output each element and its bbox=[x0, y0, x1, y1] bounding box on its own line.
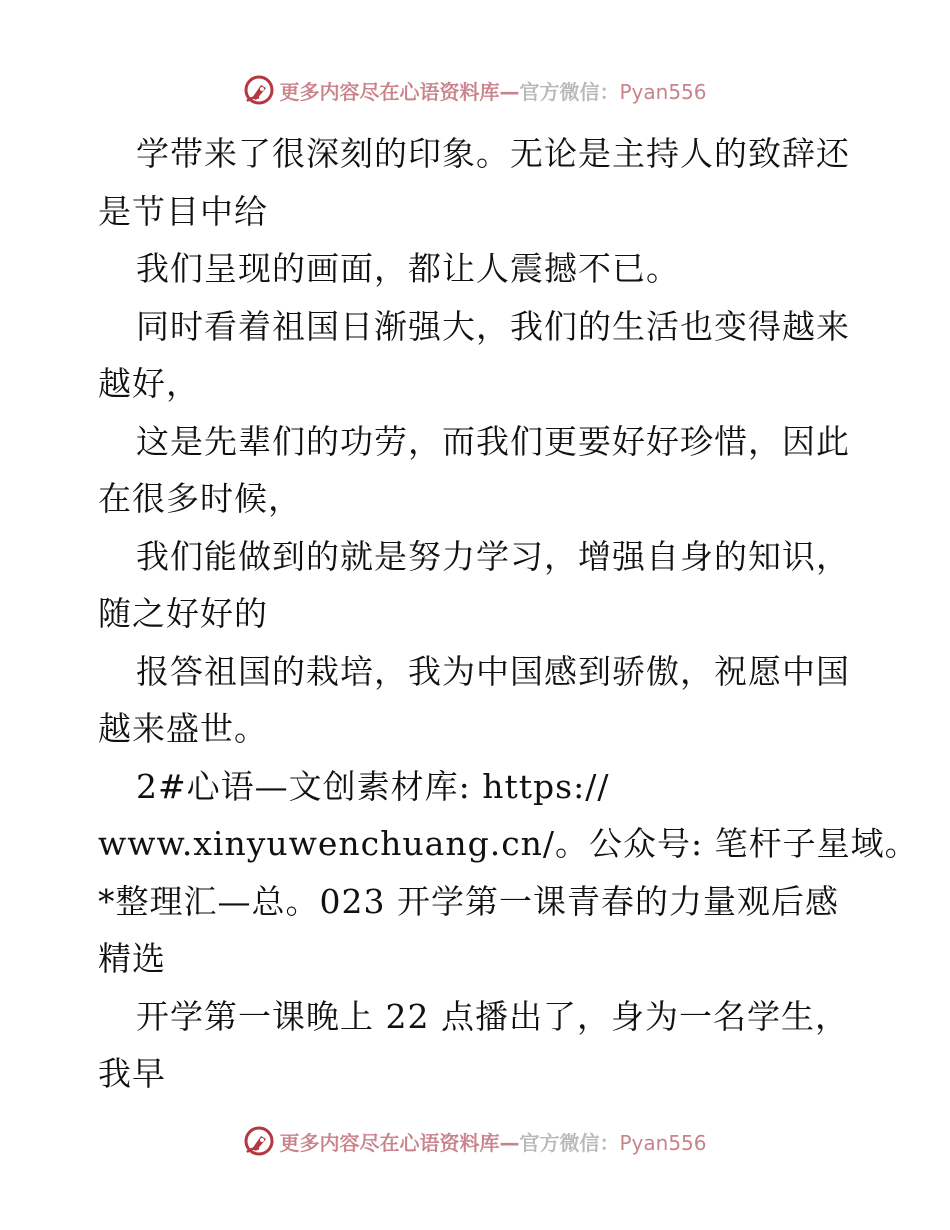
text-line: *整理汇—总。023 开学第一课青春的力量观后感 bbox=[98, 881, 839, 921]
banner-wechat-label: 官方微信： bbox=[519, 1130, 620, 1155]
text-line: 同时看着祖国日渐强大，我们的生活也变得越来 bbox=[136, 306, 850, 346]
text-line: 开学第一课晚上 22 点播出了，身为一名学生， bbox=[136, 996, 849, 1036]
banner-wechat-id: Pyan556 bbox=[619, 79, 707, 104]
pen-nib-logo-icon bbox=[243, 74, 275, 106]
text-line: 报答祖国的栽培，我为中国感到骄傲，祝愿中国 bbox=[136, 651, 850, 691]
banner-main-text: 更多内容尽在心语资料库 bbox=[279, 1130, 500, 1155]
pen-nib-logo-icon bbox=[243, 1125, 275, 1157]
footer-banner bbox=[0, 1121, 950, 1161]
banner-text bbox=[279, 76, 706, 105]
text-line: 这是先辈们的功劳，而我们更要好好珍惜，因此 bbox=[136, 421, 850, 461]
text-line: 随之好好的 bbox=[98, 594, 268, 633]
text-line: 在很多时候， bbox=[98, 479, 302, 518]
banner-text bbox=[279, 1127, 706, 1156]
banner-separator: — bbox=[499, 79, 520, 104]
document-body bbox=[98, 125, 919, 1103]
text-line: 越好， bbox=[98, 364, 200, 403]
header-banner bbox=[0, 70, 950, 110]
text-line: 越来盛世。 bbox=[98, 709, 268, 748]
text-line: www.xinyuwenchuang.cn/。公众号: 笔杆子星域。 bbox=[98, 824, 919, 863]
banner-main-text: 更多内容尽在心语资料库 bbox=[279, 79, 500, 104]
text-line: 是节目中给 bbox=[98, 191, 268, 231]
banner-separator: — bbox=[499, 1130, 520, 1155]
text-line: 精选 bbox=[98, 939, 166, 978]
text-line: 我早 bbox=[98, 1054, 166, 1093]
text-line: 2#心语—文创素材库: https:// bbox=[136, 766, 610, 806]
banner-wechat-id: Pyan556 bbox=[619, 1130, 707, 1155]
text-line: 我们能做到的就是努力学习，增强自身的知识， bbox=[136, 536, 850, 576]
text-line: 我们呈现的画面，都让人震撼不已。 bbox=[136, 249, 680, 288]
text-line: 学带来了很深刻的印象。无论是主持人的致辞还 bbox=[136, 134, 850, 173]
banner-wechat-label: 官方微信： bbox=[519, 79, 620, 104]
